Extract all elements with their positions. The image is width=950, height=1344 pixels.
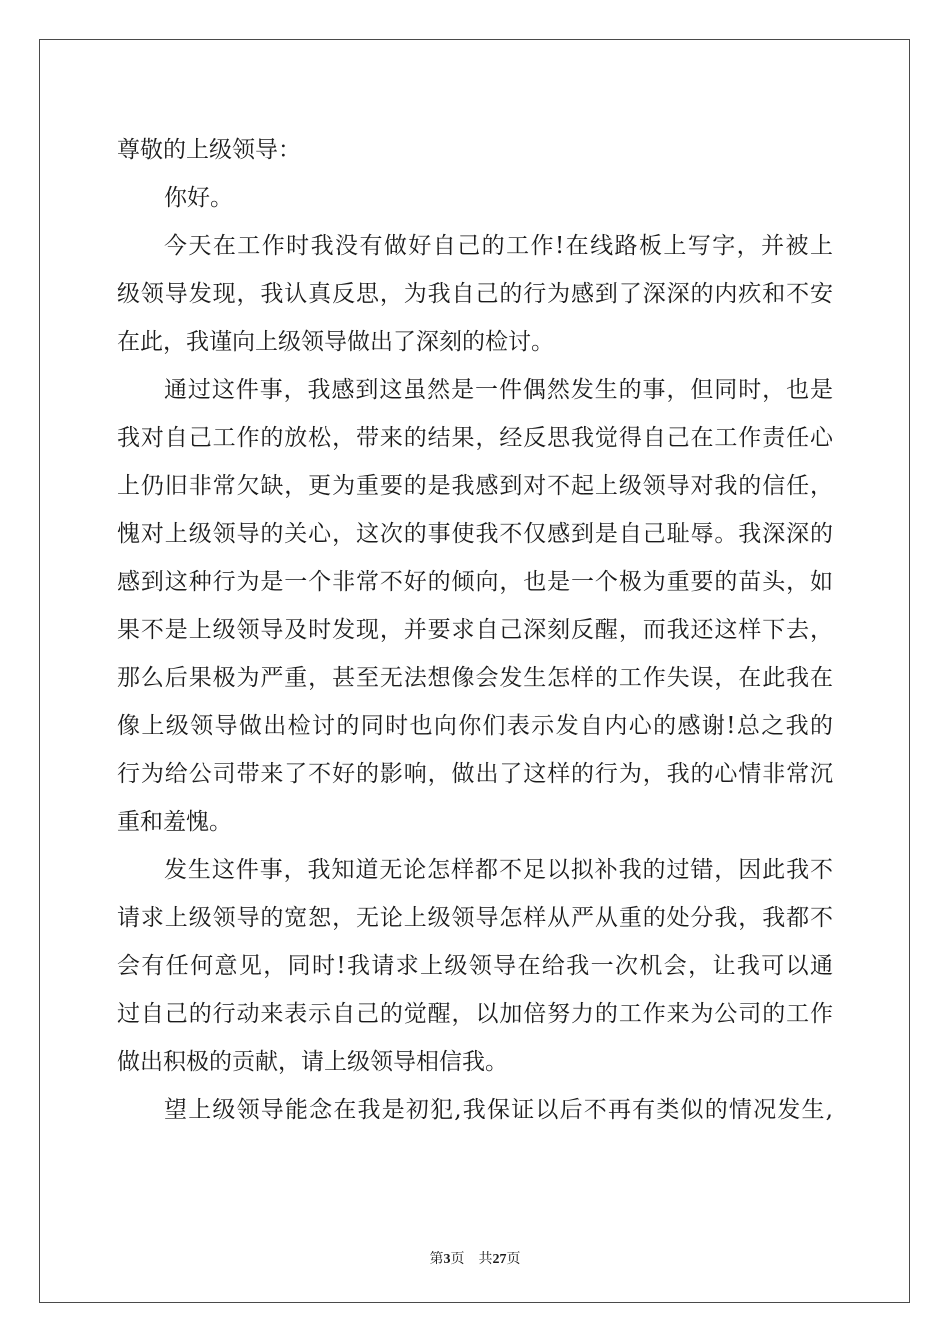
- paragraph-line: 愧对上级领导的关心，这次的事使我不仅感到是自己耻辱。我深深的: [117, 521, 833, 547]
- paragraph-line: 望上级领导能念在我是初犯,我保证以后不再有类似的情况发生,: [164, 1097, 833, 1123]
- salutation: 尊敬的上级领导：: [117, 137, 301, 163]
- paragraph-line: 通过这件事，我感到这虽然是一件偶然发生的事，但同时，也是: [164, 377, 833, 403]
- paragraph-line: 会有任何意见，同时!我请求上级领导在给我一次机会，让我可以通: [117, 953, 833, 979]
- paragraph-line: 像上级领导做出检讨的同时也向你们表示发自内心的感谢!总之我的: [117, 713, 833, 739]
- total-page-number: 27: [492, 1252, 507, 1267]
- paragraph-line: 在此，我谨向上级领导做出了深刻的检讨。: [117, 329, 554, 355]
- footer-total-unit: 页: [506, 1252, 521, 1267]
- paragraph-line: 过自己的行动来表示自己的觉醒，以加倍努力的工作来为公司的工作: [117, 1001, 833, 1027]
- footer-total-prefix: 共: [478, 1252, 493, 1267]
- paragraph-line: 感到这种行为是一个非常不好的倾向，也是一个极为重要的苗头，如: [117, 569, 833, 595]
- current-page-number: 3: [443, 1252, 451, 1267]
- paragraph-line: 发生这件事，我知道无论怎样都不足以拟补我的过错，因此我不: [164, 857, 833, 883]
- footer-page-unit: 页: [450, 1252, 465, 1267]
- paragraph-line: 那么后果极为严重，甚至无法想像会发生怎样的工作失误，在此我在: [117, 665, 833, 691]
- paragraph-line: 我对自己工作的放松，带来的结果，经反思我觉得自己在工作责任心: [117, 425, 833, 451]
- footer-prefix: 第: [429, 1252, 444, 1267]
- paragraph-line: 级领导发现，我认真反思，为我自己的行为感到了深深的内疚和不安: [117, 281, 833, 307]
- page-footer: [0, 1248, 950, 1268]
- paragraph-line: 请求上级领导的宽恕，无论上级领导怎样从严从重的处分我，我都不: [117, 905, 833, 931]
- paragraph-line: 重和羞愧。: [117, 809, 232, 835]
- greeting: 你好。: [164, 185, 233, 211]
- paragraph-line: 果不是上级领导及时发现，并要求自己深刻反醒，而我还这样下去，: [117, 617, 833, 643]
- paragraph-line: 行为给公司带来了不好的影响，做出了这样的行为，我的心情非常沉: [117, 761, 833, 787]
- paragraph-line: 做出积极的贡献，请上级领导相信我。: [117, 1049, 508, 1075]
- paragraph-line: 今天在工作时我没有做好自己的工作!在线路板上写字，并被上: [164, 233, 833, 259]
- document-body: [117, 126, 833, 1134]
- paragraph-line: 上仍旧非常欠缺，更为重要的是我感到对不起上级领导对我的信任，: [117, 473, 833, 499]
